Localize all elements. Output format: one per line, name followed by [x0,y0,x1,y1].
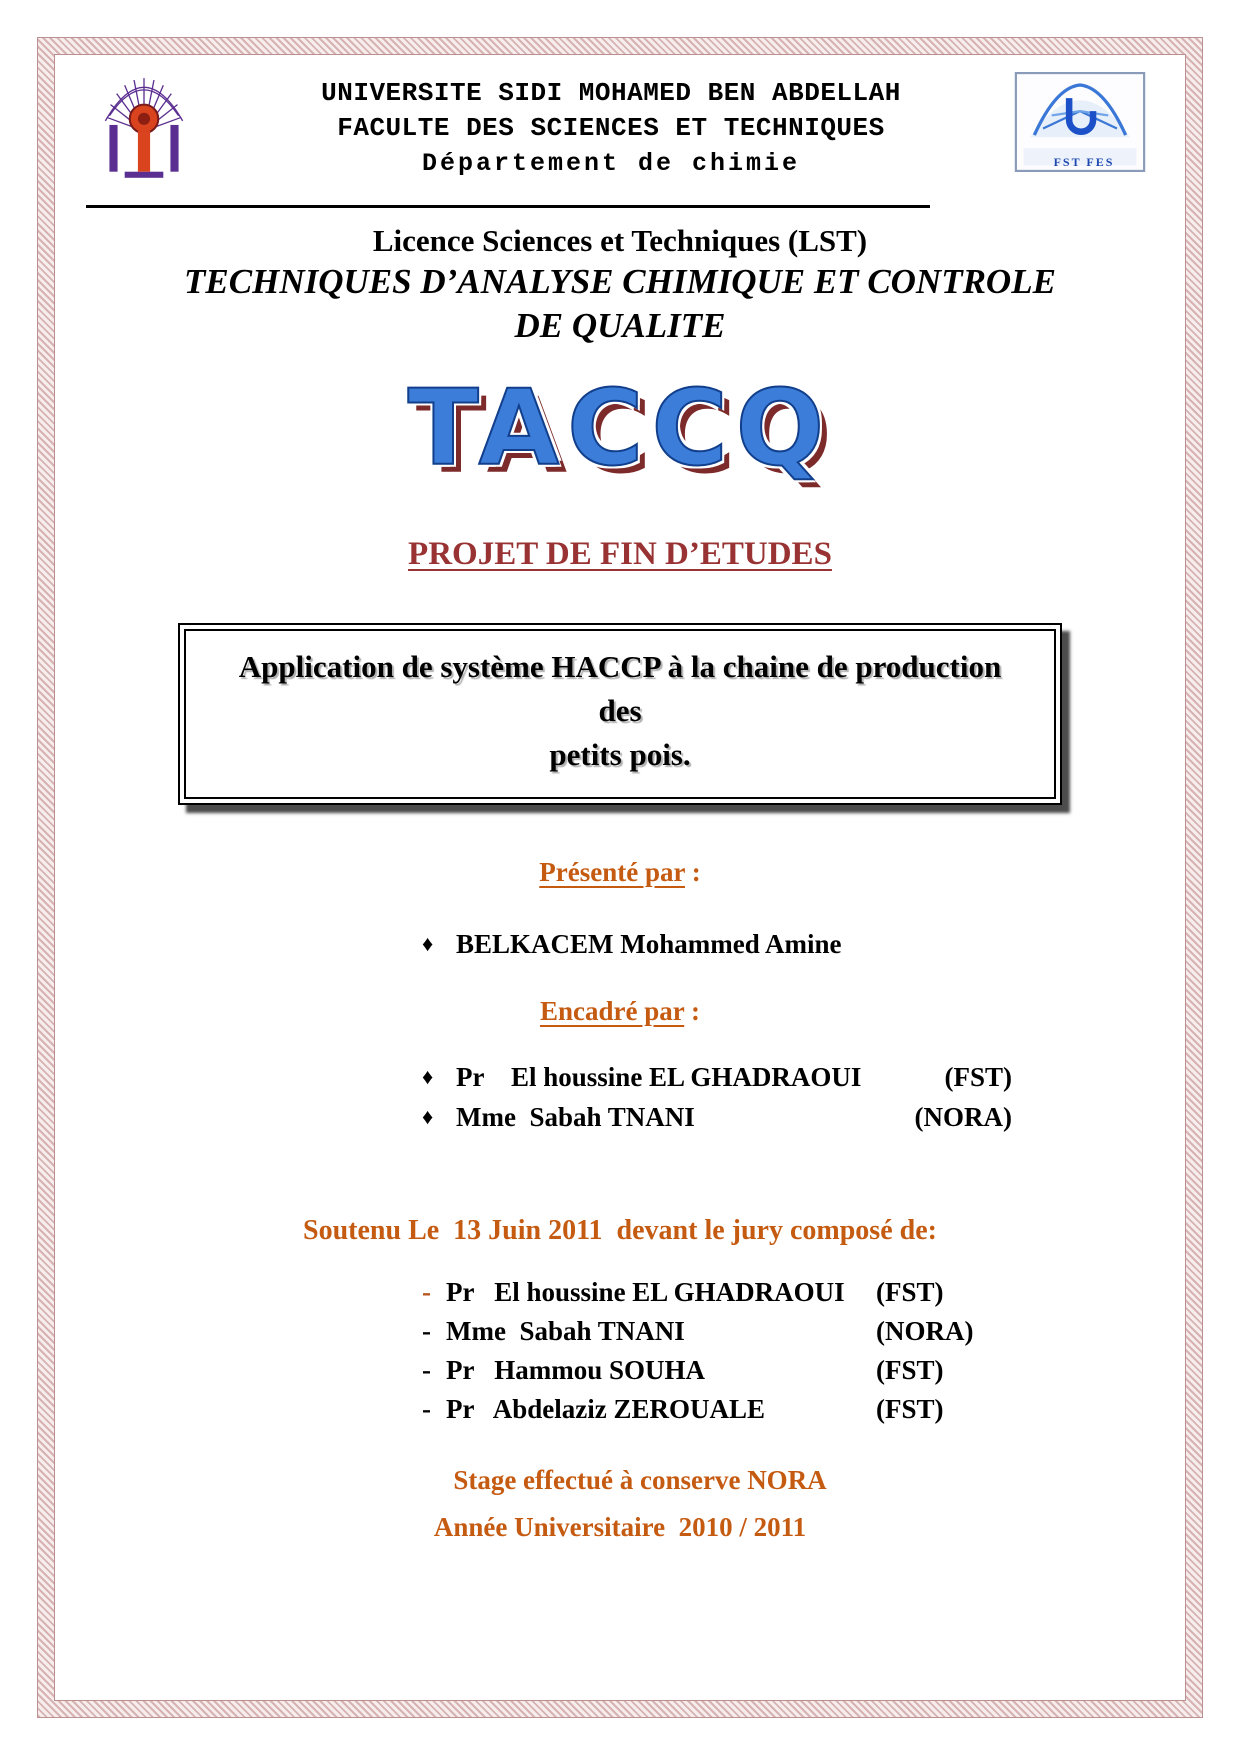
diamond-bullet-icon: ♦ [422,1104,434,1129]
taccq-wordart: TACCQ [407,367,833,489]
jury-member-affiliation: (FST) [876,1394,944,1424]
presented-by-colon: : [684,857,701,887]
presented-author-row [422,924,1012,964]
thesis-title-line2: petits pois. [549,737,691,772]
jury-member-affiliation: (FST) [876,1277,944,1307]
header-text-block [208,76,1014,181]
jury-member-name: Pr Hammou SOUHA [446,1355,706,1385]
thesis-title-line1: Application de système HACCP à la chaine de production des [238,649,1002,728]
department-name: Département de chimie [421,149,801,178]
author-name: BELKACEM Mohammed Amine [456,929,842,959]
diamond-bullet-icon: ♦ [422,931,434,956]
supervised-by-label: Encadré par [539,996,685,1026]
jury-member-row [422,1390,1032,1429]
university-emblem-graphic [98,68,190,190]
jury-member-affiliation: (FST) [876,1355,944,1385]
thesis-title-box-inner [184,629,1056,799]
jury-member-affiliation: (NORA) [876,1316,974,1346]
presented-by-list [422,924,1154,964]
supervisor-row [422,1097,1012,1137]
supervisor-name: Mme Sabah TNANI [456,1102,695,1132]
fst-fes-logo-text: FST FES [1053,155,1115,169]
diamond-bullet-icon: ♦ [422,1064,434,1089]
supervised-by-colon: : [684,996,700,1026]
jury-member-row [422,1273,1032,1312]
presented-by-heading [86,857,1154,888]
header-divider [86,205,930,208]
project-heading-text: PROJET DE FIN D’ETUDES [408,536,832,572]
program-line1: Licence Sciences et Techniques (LST) [372,223,868,258]
jury-member-name: Pr El houssine EL GHADRAOUI [446,1277,845,1307]
jury-member-name: Pr Abdelaziz ZEROUALE [446,1394,766,1424]
program-line3: DE QUALITE [514,306,726,345]
supervisor-affiliation: (NORA) [914,1102,1012,1132]
dash-bullet: - [422,1316,431,1346]
project-heading [86,536,1154,573]
dash-bullet: - [422,1355,431,1385]
university-emblem-logo [86,68,208,195]
thesis-title-box [178,623,1062,805]
supervisors-list [422,1057,1154,1137]
supervisor-name: Pr El houssine EL GHADRAOUI [456,1062,862,1092]
program-line2: TECHNIQUES D’ANALYSE CHIMIQUE ET CONTROLE [184,262,1056,301]
jury-member-row [422,1312,1032,1351]
fst-fes-logo [1014,68,1154,170]
program-title-block [86,222,1154,348]
defense-intro: Soutenu Le 13 Juin 2011 devant le jury composé de: [303,1215,937,1246]
presented-by-label: Présenté par [539,857,685,887]
jury-member-name: Mme Sabah TNANI [446,1316,685,1346]
supervisor-row [422,1057,1012,1097]
supervisor-affiliation: (FST) [944,1062,1012,1092]
supervised-by-heading [86,996,1154,1027]
jury-member-row [422,1351,1032,1390]
header [86,68,1154,195]
dash-bullet: - [422,1277,431,1307]
university-name: UNIVERSITE SIDI MOHAMED BEN ABDELLAH [321,78,901,108]
dash-bullet: - [422,1394,431,1424]
internship-note: Stage effectué à conserve NORA [453,1465,827,1495]
jury-list [422,1273,1154,1429]
faculty-name: FACULTE DES SCIENCES ET TECHNIQUES [337,113,885,143]
academic-year: Année Universitaire 2010 / 2011 [433,1512,807,1542]
page-content [56,56,1184,1699]
